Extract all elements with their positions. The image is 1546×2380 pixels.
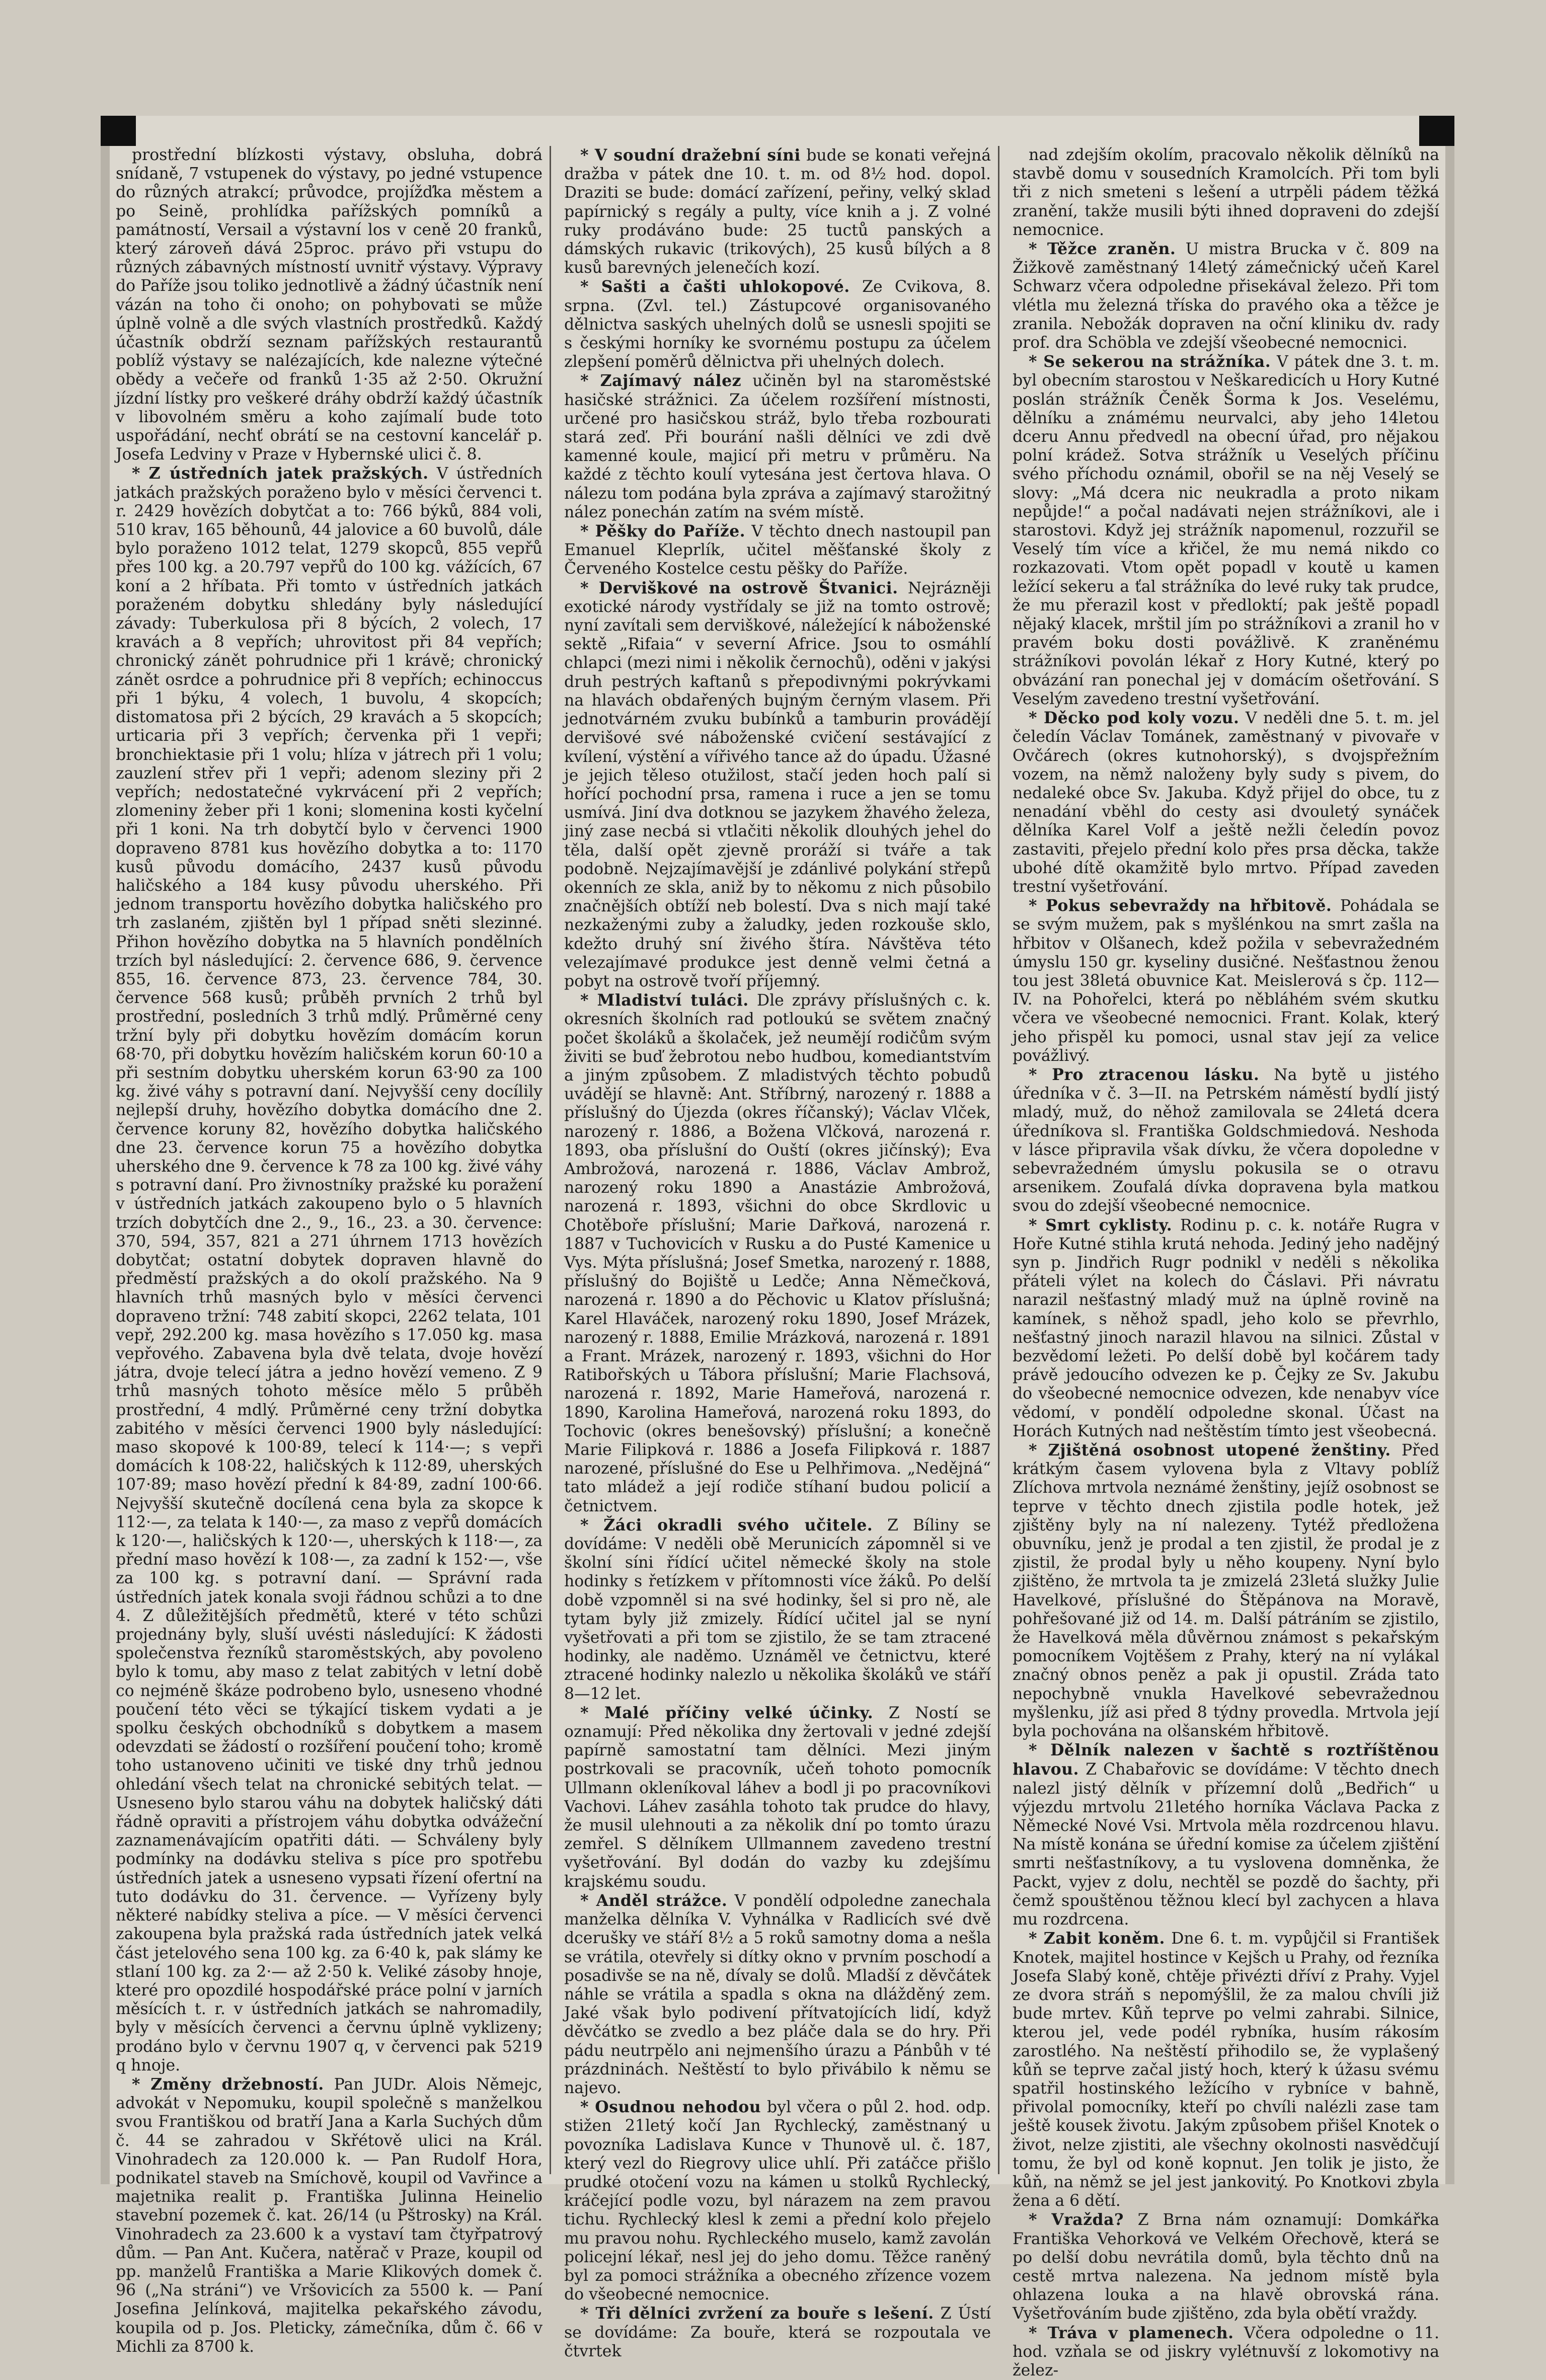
article-paragraph <box>564 277 991 371</box>
article-body: bude se konati veřejná dražba v pátek dne 10. t. m. od 8½ hod. dopol. Draziti se bude: domácí zařízení, peřiny, velký sklad papírnický s regály a pulty, více knih a j. Z volné ruky prodáváno bude: 25 tuctů panských a dámských rukavic (trikových), 25 kusů bílých a 8 kusů barevných jelenečích kozí. <box>564 146 991 277</box>
article-body: Pan JUDr. Alois Němejc, advokát v Nepomuku, koupil společně s manželkou svou Františkou od bratří Jana a Karla Suchých dům č. 44 se zahradou v Skřétově ulici na Král. Vinohradech za 120.000 k. — Pan Rudolf Hora, podnikatel staveb na Smíchově, koupil od Vavřince a majetnika realit p. Františka Julinna Heinelio stavební pozemek č. kat. 26/14 (u Pštrosky) na Král. Vinohradech za 23.600 k a vystaví tam čtyřpatrový dům. — Pan Ant. Kučera, natěrač v Praze, koupil od pp. manželů Františka a Marie Klikových domek č. 96 („Na stráni“) ve Vršovicích za 5500 k. — Paní Josefina Jelínková, majitelka pekařského závodu, koupila od p. Jos. Pleticky, zámečníka, dům č. 66 v Michli za 8700 k. <box>116 2075 543 2356</box>
article-marker: * <box>580 1891 596 1910</box>
article-paragraph <box>1013 240 1439 352</box>
article-heading: Dělník nalezen v šachtě s roztříštěnou hlavou. <box>1013 1741 1439 1779</box>
column-right <box>1013 146 1440 2379</box>
article-heading: Z ústředních jatek pražských. <box>148 464 429 483</box>
article-paragraph <box>1013 2210 1439 2323</box>
article-heading: Sašti a čašti uhlokopové. <box>601 277 850 296</box>
article-paragraph <box>564 579 991 991</box>
article-paragraph <box>1013 352 1439 709</box>
article-heading: Změny držebností. <box>150 2075 324 2094</box>
article-paragraph <box>564 1516 991 1704</box>
article-paragraph <box>1013 1741 1439 1929</box>
article-marker: * <box>580 1515 604 1534</box>
article-paragraph <box>564 146 991 277</box>
article-marker: * <box>580 2098 595 2117</box>
article-heading: Vražda? <box>1051 2210 1124 2230</box>
article-heading: Tráva v plamenech. <box>1047 2323 1234 2342</box>
article-paragraph <box>1013 1065 1439 1216</box>
article-body: Z Ústí se dovídáme: Za bouře, která se rozpoutala ve čtvrtek <box>564 2305 991 2360</box>
article-marker: * <box>1029 240 1047 259</box>
page-edge-left <box>101 116 110 2184</box>
article-body: V ústředních jatkách pražských poraženo bylo v měsíci červenci t. r. 2429 hovězích dobytčat a to: 766 býků, 884 voli, 510 krav, 165 běhounů, 44 jalovice a 60 buvolů, dále bylo poraženo 1012 telat, 1279 skopců, 855 vepřů přes 100 kg. a 20.797 vepřů do 100 kg. vážících, 67 koní a 2 hříbata. Při tomto v ústředních jatkách poraženém dobytku shledány byly následující závady: Tuberkulosa při 8 býcích, 2 volech, 17 kravách a 8 vepřích; uhrovitost při 84 vepřích; chronický zánět pohrudnice při 1 krávě; chronický zánět osrdce a pohrudnice při 8 vepřích; echinoccus při 1 býku, 4 volech, 1 buvolu, 4 skopcích; distomatosa při 2 býcích, 29 kravách a 5 skopcích; urticaria při 3 vepřích; červenka při 1 vepři; bronchiektasie při 1 volu; hlíza v játrech při 1 volu; zauzlení střev při 1 vepři; adenom sleziny při 2 vepřích; nedostatečné vykrvácení při 2 vepřích; zlomeniny žeber při 1 koni; slomenina kosti kyčelní při 1 koni. Na trh dobytčí bylo v červenci 1900 dopraveno 8781 kus hovězího dobytka a to: 1170 kusů původu domácího, 2437 kusů původu haličského a 184 kusy původu uherského. Při jednom transportu hovězího dobytka haličského pro trh zaslaném, zjištěn byl 1 případ sněti slezinné. Přihon hovězího dobytka na 5 hlavních pondělních trzích byl následující: 2. července 686, 9. července 855, 16. července 873, 23. července 784, 30. července 568 kusů; průběh prvních 2 trhů byl prostřední, posledních 3 trhů mdlý. Průměrné ceny tržní byly při dobytku hovězím domácím korun 68·70, při dobytku hovězím haličském korun 60·10 a při sestním dobytku uherském korun 63·90 za 100 kg. živé váhy s potravní daní. Nejvyšší ceny docílily nejlepší druhy, hovězího dobytka domácího dne 2. července koruny 82, hovězího dobytka haličského dne 23. července korun 75 a hovězího dobytka uherského dne 9. července k 78 za 100 kg. živé váhy s potravní daní. Pro živnostníky pražské ku poražení v ústředních jatkách zakoupeno bylo o 5 hlavních trzích dobytčích dne 2., 9., 16., 23. a 30. července: 370, 594, 357, 821 a 271 úhrnem 1713 hovězích dobytčat; ostatní dobytek dopraven hlavně do předměstí pražských a do okolí pražského. Na 9 hlavních trhů masných bylo v měsíci červenci dopraveno tržní: 748 zabití skopci, 2262 telata, 101 vepř, 292.200 kg. masa hovězího s 17.050 kg. masa vepřového. Zabavena byla dvě telata, dvoje hovězí játra, dvoje telecí játra a jedno hovězí vemeno. Z 9 trhů masných tohoto měsíce mělo 5 průběh prostřední, 4 mdlý. Průměrné ceny tržní dobytka zabitého v měsíci červenci 1900 byly následující: maso skopové k 100·89, telecí k 114·—; s vepři domácích k 108·22, haličských k 112·89, uherských 107·89; maso hovězí přední k 84·89, zadní 100·66. Nejvyšší skutečně docílená cena byla za skopce k 112·—, za telata k 140·—, za maso z vepřů domácích k 120·—, haličských k 120·—, uherských k 118·—, za přední maso hovězí k 108·—, za zadní k 152·—, vše za 100 kg. s potravní daní. — Správní rada ústředních jatek konala svoji řádnou schůzi a to dne 4. Z důležitějších předmětů, které v této schůzi projednány byly, sluší uvésti následující: K žádosti společenstva řezníků staroměstských, aby povoleno bylo k tomu, aby maso z telat zabitých v letní době co nejméně škáze podrobeno bylo, usneseno vhodné poučení této věci se týkající tiskem vydati a je spolku českých obchodníků s dobytkem a masem odevzdati se žádostí o rozšíření poučení toho; kromě toho ustanoveno učiniti ve tiské dny trhů jednou ohledání všech telat na chronické sebitých telat. — Usneseno bylo starou váhu na dobytek haličský dáti řádně opraviti a přístrojem váhu dobytka odvážeční zaznamenávajícím opatřiti dáti. — Schváleny byly podmínky na dodávku steliva s píce pro spotřebu ústředních jatek a usneseno vypsati řízení ofertní na tuto dodávku do 31. července. — Vyřízeny byly některé nabídky steliva a píce. — V měsíci červenci zakoupena byla pražská rada ústředních jatek velká část jetelového sena 100 kg. za 6·40 k, pak slámy ke stlaní 100 kg. za 2·— až 2·50 k. Veliké zásoby hnoje, které pro opozdilé hospodářské práce polní v jarních měsících t. r. v ústředních jatkách se nahromadily, byly v měsících červenci a červnu úplně vyklizeny; prodáno bylo v červnu 1907 q, v červenci pak 5219 q hnoje. <box>116 465 543 2075</box>
article-marker: * <box>580 578 599 597</box>
article-heading: Osudnou nehodou <box>595 2098 761 2117</box>
article-heading: Zajímavý nález <box>600 371 742 391</box>
article-heading: Pokus sebevraždy na hřbitově. <box>1045 896 1332 915</box>
article-paragraph <box>116 464 543 2075</box>
article-marker: * <box>132 2075 151 2094</box>
article-body: Dne 6. t. m. vypůjčil si František Knotek, majitel hostince v Kejšch u Prahy, od řezníka Josefa Slabý koně, chtěje přivézti dříví z Prahy. Vyjel ze dvora stráň s nepomýšlil, že za malou chvíli již bude mrtev. Kůň teprve po velmi zahrabi. Silnice, kterou jel, vede podél rybníka, husím rákosím zarostlého. Na neštěstí přihodilo se, že vyplašený kůň se teprve začal jistý hoch, který k úžasu svému spatřil hostinského ležícího v rybníce v bahně, přivolal pomocníky, kteří po chvíli nalézli zase tam ještě kousek životu. Jakým způsobem přišel Knotek o život, nelze zjistiti, ale všechny okolnosti nasvědčují tomu, že byl od koně kopnut. Jen tolik je jisto, že kůň, na němž se jel jest jankovitý. Po Knotkovi zbyla žena a 6 dětí. <box>1013 1930 1439 2210</box>
article-paragraph <box>1013 146 1439 240</box>
article-body: V těchto dnech nastoupil pan Emanuel Kleprlík, učitel měšťanské školy z Červeného Kostelce cestu pěšky do Paříže. <box>564 522 991 578</box>
article-heading: Zjištěná osobnost utopené ženštiny. <box>1048 1441 1391 1460</box>
article-marker: * <box>1029 1929 1044 1948</box>
article-paragraph <box>564 1891 991 2098</box>
article-marker: * <box>1029 1215 1046 1235</box>
article-body: Před krátkým časem vylovena byla z Vltavy poblíž Zlíchova mrtvola neznámé ženštiny, jejíž osobnost se teprve v těchto dnech zjistila podle hotek, jež zjištěny byly na ní nalezeny. Tytéž předložena obuvníku, jenž je prodal a ten zjistil, že prodal je z zjistil, že prodal byly u něho koupeny. Nyní bylo zjištěno, že mrtvola ta je zmizelá 23letá služky Julie Havelkové, příslušné do Štěpánova na Moravě, pohřešované již od 14. m. Další pátráním se zjistilo, že Havelková měla důvěrnou známost s pekařským pomocníkem Vojtěšem z Prahy, který na ní vylákal značný obnos peněz a pak ji opustil. Zráda tato nepochybně vnukla Havelkové sebevražednou myšlenku, jíž asi před 8 týdny provedla. Mrtvola její byla pochována na olšanském hřbitově. <box>1013 1441 1439 1741</box>
article-heading: V soudní dražební síni <box>594 146 801 165</box>
article-marker: * <box>580 2304 596 2323</box>
article-body: Včera odpoledne o 11. hod. vzňala se od jiskry vylétnuvší z lokomotivy na želez- <box>1013 2324 1439 2379</box>
article-marker: * <box>580 522 595 541</box>
page-edge-right <box>1445 116 1454 2184</box>
article-heading: Malé příčiny velké účinky. <box>604 1703 874 1722</box>
article-marker: * <box>580 1703 604 1722</box>
article-paragraph <box>1013 709 1439 896</box>
article-body: Z Ností se oznamují: Před několika dny žertovali v jedné zdejší papírně samostatní tam dělníci. Mezi jiným postrkovali se pracovník, učeň tohoto pomocník Ullmann okleníkoval láhev a bodl ji po pracovníkovi Vachovi. Láhev zasáhla tohoto tak prudce do hlavy, že musil ulehnouti a za několik dní po tomto úrazu zemřel. S dělníkem Ullmannem zavedeno trestní vyšetřování. Byl dodán do vazby ku zdejšímu krajskému soudu. <box>564 1704 991 1891</box>
article-body: nad zdejším okolím, pracovalo několik dělníků na stavbě domu v sousedních Kramolcích. Při tom byli tři z nich smeteni s lešení a utrpěli pádem těžká zranění, takže musili býti ihned dopraveni do zdejší nemocnice. <box>1013 146 1439 239</box>
article-heading: Žáci okradli svého učitele. <box>603 1515 873 1534</box>
article-heading: Mladiství tuláci. <box>597 991 749 1010</box>
text-columns <box>116 146 1440 2379</box>
article-body: V pondělí odpoledne zanechala manželka dělníka V. Vyhnálka v Radlicích své dvě dcerušky ve stáří 8½ a 5 roků samotny doma a nešla se vrátila, otevřely si dítky okno v prvním poschodí a posadivše se na ně, dívaly se dolů. Mladší z děvčátek náhle se vrátila a spadla s okna na dlážděný zem. Jaké však bylo podivení přítvatojících lidí, když děvčátko se zvedlo a bez pláče dala se do hry. Při pádu neutrpělo ani nejmenšího úrazu a Pánbůh v té prázdninách. Neštěstí to bylo přivábilo k němu se najevo. <box>564 1891 991 2097</box>
article-body: učiněn byl na staroměstské hasičské strážnici. Za účelem rozšíření místnosti, určené pro hasičskou stráž, bylo třeba rozbourati stará zeď. Při bourání našli dělníci ve zdi dvě kamenné koule, majicí při metru v průměru. Na každé z těchto koulí vytesána jest čertova hlava. O nálezu tom podána byla zpráva a zajímavý starožitný nález ponechán zatím na svém místě. <box>564 372 991 521</box>
article-marker: * <box>1029 896 1046 915</box>
article-paragraph <box>564 991 991 1516</box>
article-body: Nejrázněji exotické národy vystřídaly se již na tomto ostrově; nyní zavítali sem derviškové, náležející k náboženské sektě „Rifaia“ v severní Africe. Jsou to osmáhlí chlapci (mezi nimi i několik černochů), oděni v jakýsi druh pestrých kaftanů s přepodivnými pokrývkami na hlavách obdařených bujným černým vlasem. Při jednotvárném zvuku bubínků a tamburin provádějí dervišové své náboženské cvičení sestávající z kvílení, výstění a vířivého tance až do úpadu. Úžasné je jejich těleso otužilost, stačí jeden hoch palí si hořící pochodní prsa, ramena i ruce a jen se tomu usmívá. Jiní dva dotknou se jazykem žhavého železa, jiný zase necbá si vtlačiti několik dlouhých jehel do těla, další opět zjevně proráží si tváře a tak podobně. Nejzajímavější je zdánlivé polykání střepů okenních ze skla, aniž by to někomu z nich působilo značnějších obtíží neb bolestí. Dva s nich mají také nezkaženými zuby a žaludky, jeden rozkouše sklo, kdežto druhý sní živého štíra. Návštěva této velezajímavé produkce jest denně velmi četná a pobyt na ostrově tvoří příjemný. <box>564 579 991 990</box>
article-marker: * <box>1029 352 1044 371</box>
article-body: Z Chabařovic se dovídáme: V těchto dnech nalezl jistý dělník v přízemní dolů „Bedřich“ u výjezdu mrtvolu 21letého horníka Václava Packa z Německé Nové Vsi. Mrtvola měla rozdrcenou hlavu. Na místě konána se úřední komise za účelem zjištění smrti nešťastníkovy, a tu vyslovena domněnka, že Packt, vyjev z dolu, nechtěl se pozdě do šachty, při čemž spouštěnou těžnou klecí byl zachycen a hlava mu rozdrcena. <box>1013 1760 1439 1929</box>
corner-mark-right <box>1419 116 1454 146</box>
article-body: Dle zprávy příslušných c. k. okresních školních rad potloukú se světem značný počet školáků a školaček, jež neumějí rodičům svým živiti se buď žebrotou nebo hudbou, komediantstvím a jiným způsobem. Z mladistvých těchto pobudů uvádějí se hlavně: Ant. Stříbrný, narozený r. 1888 a příslušný do Újezda (okres říčanský); Václav Vlček, narozený r. 1886, a Božena Vlčková, narozená r. 1893, oba příslušní do Ouští (okres jičínský); Eva Ambrožová, narozená r. 1886, Václav Ambrož, narozený roku 1890 a Anastázie Ambrožová, narozená r. 1893, všichni do obce Skrdlovic u Chotěboře příslušní; Marie Dařková, narozená r. 1887 v Tuchovicích v Rusku a do Pusté Kamenice u Vys. Mýta příslušná; Josef Smetka, narozený r. 1888, příslušný do Bojiště u Ledče; Anna Němečková, narozená r. 1890 a do Pěchovic u Klatov příslušná; Karel Hlaváček, narozený roku 1890, Josef Mrázek, narozený r. 1888, Emilie Mrázková, narozená r. 1891 a Frant. Mrázek, narozený r. 1893, všichni do Hor Ratibořských u Tábora příslušní; Marie Flachsová, narozená r. 1892, Marie Hameřová, narozená r. 1890, Karolina Hameřová, narozená roku 1893, do Tochovic (okres benešovský) příslušní; a konečně Marie Filipková r. 1886 a Josefa Filipková r. 1887 narozené, příslušné do Ese u Pelhřimova. „Nedějná“ tato mládež a její rodiče stíhaní budou policií a četnictvem. <box>564 991 991 1515</box>
article-marker: * <box>580 146 595 165</box>
article-body: Rodinu p. c. k. notáře Rugra v Hoře Kutné stihla krutá nehoda. Jediný jeho nadějný syn p. Jindřich Rugr podnikl v neděli s několika přáteli výlet na kolech do Čáslavi. Při návratu narazil nešťastný mladý muž na úplně rovině na kamínek, s něhož spadl, jeho kolo se převrhlo, nešťastný jinoch narazil hlavou na silnici. Zůstal v bezvědomí ležeti. Po delší době byl kočárem tady právě jedoucího odvezen ke p. Čejky ze Sv. Jakubu do všeobecné nemocnice odvezen, kde nenabyv více vědomí, v pondělí odpoledne skonal. Účast na Horách Kutných nad neštěstím tímto jest všeobecná. <box>1013 1216 1440 1440</box>
article-marker: * <box>1029 709 1044 728</box>
article-marker: * <box>1029 2323 1048 2342</box>
article-paragraph <box>564 2098 991 2304</box>
article-body: V pátek dne 3. t. m. byl obecním starostou v Neškaredicích u Hory Kutné poslán strážník Čeněk Šorma k Jos. Veselému, dělníku a známému neurvalci, aby jeho 14letou dceru Annu předvedl na obecní úřad, pro nějakou polní krádež. Sotva strážník u Veselých příčinu svého příchodu oznámil, obořil se na něj Veselý se slovy: „Má dcera nic neukradla a proto nikam nepůjde!“ a počal nadávati nejen strážníkovi, ale i starostovi. Když jej strážník napomenul, rozzuřil se Veselý tím více a křičel, že mu nemá nikdo co rozkazovati. Vtom opět popadl v koutě u kamen ležící sekeru a ťal strážníka do levé ruky tak prudce, že mu přerazil kost v předloktí; pak ještě popadl nějaký klacek, mrštil jím po strážníkovi a zranil ho v pravém boku dosti povážlivě. K zraněnému strážníkovi povolán lékař z Hory Kutné, který po obvázání ran ponechal jej v domácím ošetřování. S Veselým zavedeno trestní vyšetřování. <box>1013 353 1439 708</box>
article-paragraph <box>1013 896 1439 1065</box>
article-marker: * <box>580 371 600 391</box>
article-body: prostřední blízkosti výstavy, obsluha, dobrá snídaně, 7 vstupenek do výstavy, po jedné vstupence do různých atrakcí; průvodce, projížďka městem a po Seině, prohlídka pařížských pomníků a památností, Versail a výstavní los v ceně 20 franků, který zároveň dává 25proc. právo při vstupu do různých zábavných místností uvnitř výstavy. Výpravy do Paříže jsou toliko jednotlivě a žádný účastník není vázán na toho či onoho; on pohybovati se může úplně volně a dle svých vlastních prostředků. Každý účastník obdrží seznam pařížských restaurantů poblíž výstavy se nalézajících, kde nalezne výtečné obědy a večeře od franků 1·35 až 2·50. Okružní jízdní lístky pro veškeré dráhy obdrží každý účastník v libovolném směru a koho zajímalí bude toto uspořádání, nechť obrátí se na cestovní kancelář p. Josefa Ledviny v Praze v Hybernské ulici č. 8. <box>116 146 543 464</box>
article-paragraph <box>1013 2324 1439 2380</box>
article-body: V neděli dne 5. t. m. jel čeledín Václav Tománek, zaměstnaný v pivovaře v Ovčárech (okres kutnohorský), s dvojspřežním vozem, na němž naloženy byly sudy s pivem, do nedaleké obce Sv. Jakuba. Když přijel do obce, tu z nenadání vběhl do cesty asi dvouletý synáček dělníka Karel Volf a ještě nežli čeledín povoz zastaviti, přejelo přední kolo přes prsa děcka, takže ubohé dítě okamžitě bylo mrtvo. Případ zaveden trestní vyšetřování. <box>1013 709 1439 896</box>
corner-mark-left <box>101 116 136 146</box>
article-heading: Smrt cyklisty. <box>1045 1215 1173 1235</box>
article-paragraph <box>116 2075 543 2356</box>
article-heading: Tři dělníci zvržení za bouře s lešení. <box>595 2304 934 2323</box>
article-heading: Těžce zraněn. <box>1047 240 1176 259</box>
article-heading: Pro ztracenou lásku. <box>1052 1065 1260 1084</box>
article-paragraph <box>1013 1441 1439 1741</box>
article-marker: * <box>1029 1065 1052 1084</box>
column-middle <box>564 146 999 2360</box>
newspaper-page <box>101 116 1454 2379</box>
article-paragraph <box>116 146 543 464</box>
article-marker: * <box>580 991 597 1010</box>
article-heading: Derviškové na ostrově Štvanici. <box>598 578 898 597</box>
article-body: Z Bíliny se dovídáme: V neděli obě Merunicích zápomněl si ve školní síni řídící učitel německé školy na stole hodinky s řetízkem v přítomnosti více žáků. Po delší době vzpomněl si na své hodinky, šel si pro ně, ale tytam byly již zmizely. Řídící učitel jal se nyní vyšetřovati a při tom se zjistilo, že se tam ztracené hodinky, ale naděmo. Uznáměl ve četnictvu, které ztracené hodinky nalezlo u několika školáků ve stáří 8—12 let. <box>564 1516 991 1703</box>
article-paragraph <box>564 522 991 579</box>
article-heading: Zabit koněm. <box>1043 1929 1165 1948</box>
article-paragraph <box>564 371 991 522</box>
article-marker: * <box>1029 1441 1048 1460</box>
article-marker: * <box>1029 1741 1051 1760</box>
article-body: U mistra Brucka v č. 809 na Žižkově zaměstnaný 14letý zámečnický učeň Karel Schwarz včera odpoledne přisekával železo. Při tom vlétla mu železná tříska do pravého oka a těžce je zranila. Nebožák dopraven na oční kliniku dv. rady prof. dra Schöbla ve zdejší všeobecné nemocnici. <box>1013 240 1439 352</box>
article-paragraph <box>564 2304 991 2361</box>
article-body: Pohádala se se svým mužem, pak s myšlénkou na smrt zašla na hřbitov v Olšanech, kdež požila v sebevražedném úmyslu 150 gr. kyseliny dusičné. Nešťastnou ženou tou jest 38letá obuvnice Kat. Meislerová s čp. 112—IV. na Pohořelci, která po něbláhém svém skutku včera ve všeobecné nemocnici. Frant. Kolak, který jeho přispěl ku pomoci, usnal stav její za velice povážlivý. <box>1013 897 1439 1065</box>
article-paragraph <box>564 1704 991 1891</box>
article-body: Ze Cvikova, 8. srpna. (Zvl. tel.) Zástupcové organisovaného dělnictva saských uhelných dolů se usnesli spojiti se s českými horníky ke svornému postupu za účelem zlepšení poměrů dělnictva při uhelných dolech. <box>564 278 991 371</box>
column-left <box>116 146 551 2356</box>
article-marker: * <box>580 277 601 296</box>
article-marker: * <box>1029 2210 1052 2230</box>
article-paragraph <box>1013 1929 1439 2210</box>
article-heading: Se sekerou na strážníka. <box>1043 352 1271 371</box>
article-heading: Anděl strážce. <box>596 1891 728 1910</box>
article-heading: Děcko pod koly vozu. <box>1043 709 1240 728</box>
article-body: Na bytě u jistého úředníka v č. 3—II. na Petrském náměstí bydlí jistý mladý, muž, do něhož zamilovala se 24letá dcera úředníkova sl. Františka Goldschmiedová. Neshoda v lásce připravila však dívku, že včera dopoledne v sebevražedném úmyslu pokusila se o otravu arsenikem. Zoufalá dívka dopravena byla matkou svou do zdejší všeobecné nemocnice. <box>1013 1065 1439 1215</box>
article-paragraph <box>1013 1216 1439 1441</box>
article-body: Z Brna nám oznamují: Domkářka Františka Vehorková ve Velkém Ořechově, která se po delší dobu nevrátila domů, byla těchto dnů na cestě mrtva nalezena. Na jednom místě byla ohlazena louka a na hlavě obrovská rána. Vyšetřováním bude zjištěno, zda byla obětí vraždy. <box>1013 2211 1439 2323</box>
article-marker: * <box>132 464 149 483</box>
article-body: byl včera o půl 2. hod. odp. stižen 21letý kočí Jan Rychlecký, zaměstnaný u povozníka Ladislava Kunce v Thunově ul. č. 187, který vezl do Riegrovy ulice uhlí. Při zatáčce přišlo prudké otočení vozu na kámen u stolků Rychlecký, kráčející podle vozu, byl nárazem na zem pravou tichu. Rychlecký klesl k zemi a přední kolo přejelo mu pravou nohu. Rychleckého muselo, kamž zavolán policejní lékař, nesl jej do jeho domu. Těžce raněný byl za pomoci strážníka a obecného zřízence vozem do všeobecné nemocnice. <box>564 2098 991 2304</box>
article-heading: Pěšky do Paříže. <box>595 522 746 541</box>
